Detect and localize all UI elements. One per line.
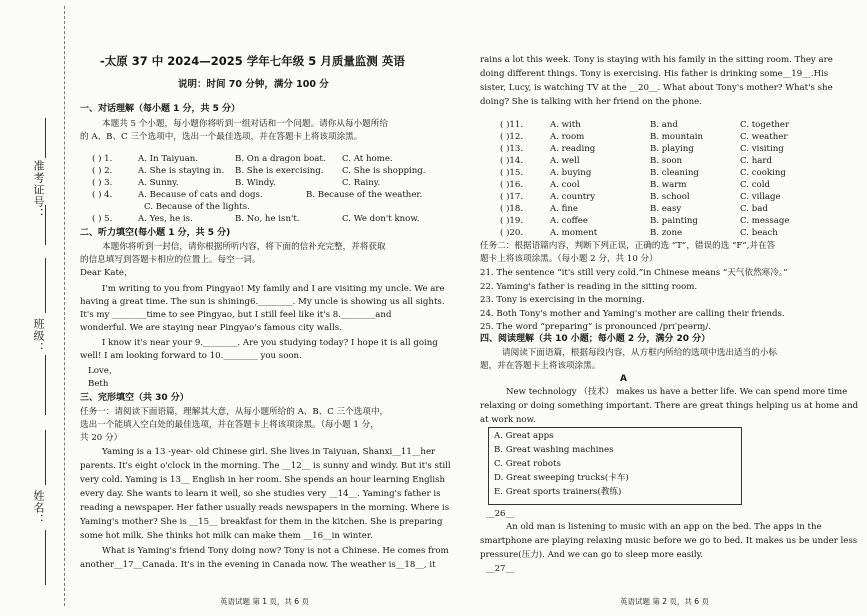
opt20-c: C. beach [740,228,778,238]
reading-line-2: relaxing or doing something important. There are great things helping us at home and [480,401,859,411]
q5-a: A. Yes, he is. [138,214,193,224]
opt18-c: C. bad [740,204,768,214]
blank-26: __26__ [486,509,515,519]
box-option-e: E. Great sports trainers(教练) [494,487,622,497]
tf-25: 25. The word “preparing” is pronounced /prɪˈpeərɪŋ/. [480,322,711,332]
opt13-c: C. visiting [740,144,784,154]
tf-21: 21. The sentence “it's still very cold.”in Chinese means “天气依然寒冷。” [480,268,788,278]
cloze-line-2: parents. It's eight o'clock in the morning. The __12__ is sunny and windy. But it's still [80,461,451,471]
section4-instruction-1: 请阅读下面语篇，根据每段内容，从方框内所给的选项中选出适当的小标 [502,348,778,358]
exam-subtitle: 说明：时间 70 分钟，满分 100 分 [178,79,329,90]
box-option-c: C. Great robots [494,459,561,469]
opt17-a: A. country [550,192,596,202]
q4-c: C. Because of the lights. [144,202,250,212]
q5-c: C. We don't know. [342,214,420,224]
name-line-2 [45,530,46,585]
opt15-c: C. cooking [740,168,786,178]
opt20-num: ( )20. [500,228,524,238]
section3-task-1: 任务一：请阅读下面语篇，理解其大意，从每小题所给的 A、B、C 三个选项中， [80,407,389,417]
section3-task-3: 共 20 分） [80,433,123,443]
cloze-line-3: very cold. Yaming is 13__ English in her room. She spends an hour learning English [80,475,446,485]
opt12-a: A. room [550,132,585,142]
cloze-cont-2: doing different things. Tony is exercising. His father is drinking some__19__.His [480,69,829,79]
opt15-a: A. buying [550,168,592,178]
q3-num: ( ) 3. [92,178,113,188]
q3-a: A. Sunny. [138,178,179,188]
blank-27: __27__ [486,564,515,574]
letter-line-2: having a great time. The sun is shining6.________. My uncle is showing us all sights. [80,297,445,307]
section2-heading: 二、听力填空(每小题 1 分，共 5 分) [80,228,231,238]
opt16-num: ( )16. [500,180,524,190]
footer-right: 英语试题 第 2 页，共 6 页 [620,597,709,606]
opt11-b: B. and [650,120,678,130]
para2-line-2: smartphone are playing relaxing music before we go to bed. It makes us be under less [480,536,858,546]
q1-b: B. On a dragon boat. [235,154,326,164]
cloze-line-6: Yaming's mother? She is __15__ breakfast for them in the kitchen. She is preparing [80,517,443,527]
cloze-line-1: Yaming is a 13 -year- old Chinese girl. She lives in Taiyuan, Shanxi__11__her [102,447,436,457]
tf-24: 24. Both Tony's mother and Yaming's mother are calling their friends. [480,309,785,319]
opt14-num: ( )14. [500,156,524,166]
opt13-num: ( )13. [500,144,524,154]
opt18-num: ( )18. [500,204,524,214]
tf-23: 23. Tony is exercising in the morning. [480,295,645,305]
opt11-c: C. together [740,120,790,130]
q5-num: ( ) 5. [92,214,113,224]
letter-line-5: I know it's near your 9.________. Are you studying today? I hope it is all going [102,338,438,348]
opt14-c: C. hard [740,156,772,166]
q3-c: C. Rainy. [342,178,381,188]
q4-num: ( ) 4. [92,190,113,200]
opt19-c: C. message [740,216,790,226]
opt19-b: B. painting [650,216,698,226]
letter-line-6: well! I am looking forward to 10.________ you soon. [80,351,302,361]
letter-signature: Beth [88,379,109,389]
exam-id-line [45,118,46,158]
cloze-line-9: another__17__Canada. It's in the evening in Canada now. The weather is__18__, it [80,560,436,570]
cloze-cont-1: rains a lot this week. Tony is staying with his family in the sitting room. They are [480,55,833,65]
section2-instruction-2: 的信息填写到答题卡相应的位置上。每空一词。 [80,255,261,265]
section3-task-2: 选出一个能填入空白处的最佳选项，并在答题卡上将该项涂黑。（每小题 1 分， [80,420,379,430]
opt14-b: B. soon [650,156,683,166]
opt20-a: A. moment [550,228,598,238]
class-label: 班级： [32,318,45,354]
para2-line-1: An old man is listening to music with an app on the bed. The apps in the [506,522,822,532]
opt12-b: B. mountain [650,132,704,142]
tf-22: 22. Yaming's father is reading in the sitting room. [480,282,698,292]
cut-line [64,6,65,606]
q1-num: ( ) 1. [92,154,113,164]
q1-c: C. At home. [342,154,393,164]
q2-a: A. She is staying in. [138,166,225,176]
name-line [45,430,46,485]
q4-a: A. Because of cats and dogs. [138,190,263,200]
passage-a-label: A [620,374,627,384]
footer-left: 英语试题 第 1 页，共 6 页 [220,597,309,606]
q1-a: A. In Taiyuan. [138,154,199,164]
section1-heading: 一、对话理解（每小题 1 分，共 5 分） [80,104,241,114]
opt15-b: B. cleaning [650,168,699,178]
opt13-a: A. reading [550,144,596,154]
task2-line-1: 任务二：根据语篇内容，判断下列正误，正确的选 “T”，错误的选 “F”,并在答 [480,241,776,251]
opt18-a: A. fine [550,204,579,214]
section1-instruction-2: 的 A、B、C 三个选项中，选出一个最佳选项，并在答题卡上将该项涂黑。 [80,132,363,142]
opt19-a: A. coffee [550,216,588,226]
task2-line-2: 题卡上将该项涂黑。（每小题 2 分，共 10 分） [480,254,658,264]
class-line-2 [45,355,46,415]
exam-id-label: 准考证号： [32,160,45,220]
cloze-line-4: every day. She wants to learn it well, so she studies very __14__. Yaming's father is [80,489,441,499]
letter-love: Love， [88,366,118,376]
section1-instruction-1: 本题共 5 个小题，每小题你将听到一组对话和一个问题。请你从每小题所给 [102,119,388,129]
heading-options-box [488,427,742,505]
opt11-num: ( )11. [500,120,524,130]
q2-b: B. She is exercising. [235,166,324,176]
opt18-b: B. easy [650,204,682,214]
q5-b: B. No, he isn't. [235,214,300,224]
exam-id-line-2 [45,205,46,245]
box-option-b: B. Great washing machines [494,445,614,455]
opt17-b: B. school [650,192,690,202]
q2-c: C. She is shopping. [342,166,426,176]
letter-greeting: Dear Kate， [80,268,133,278]
name-label: 姓名： [32,490,45,526]
opt12-c: C. weather [740,132,788,142]
q3-b: B. Windy. [235,178,276,188]
box-option-a: A. Great apps [494,431,554,441]
opt16-c: C. cold [740,180,770,190]
para2-line-3: pressure(压力). And we can go to sleep more easily. [480,550,704,560]
section3-heading: 三、完形填空（共 30 分） [80,393,189,403]
binding-margin [0,0,68,616]
cloze-line-8: What is Yaming's friend Tony doing now? Tony is not a Chinese. He comes from [102,546,449,556]
box-option-d: D. Great sweeping trucks(卡车) [494,473,629,483]
opt16-a: A. cool [550,180,580,190]
cloze-cont-4: doing? She is talking with her friend on the phone. [480,97,702,107]
opt14-a: A. well [550,156,580,166]
letter-line-1: I'm writing to you from Pingyao! My family and I are visiting my uncle. We are [102,284,445,294]
cloze-cont-3: sister, Lucy, is watching TV at the __20__. What about Tony's mother? What's she [480,83,833,93]
opt11-a: A. with [550,120,581,130]
q4-b: B. Because of the weather. [306,190,423,200]
section4-instruction-2: 题，并在答题卡上将该项涂黑。 [480,361,601,371]
reading-line-3: at work now. [480,415,536,425]
opt19-num: ( )19. [500,216,524,226]
section4-heading: 四、阅读理解（共 10 小题；每小题 2 分，满分 20 分） [480,334,711,344]
class-line [45,258,46,313]
cloze-line-7: some hot milk. She thinks hot milk can make them __16__in winter. [80,531,373,541]
q2-num: ( ) 2. [92,166,113,176]
section2-instruction-1: 本题你将听到一封信，请你根据所听内容，将下面的信补充完整，并将获取 [102,242,386,252]
reading-line-1: New technology （技术） makes us have a better life. We can spend more time [506,387,848,397]
letter-line-3: It's my ________time to see Pingyao, but I still feel like it's 8.________and [80,310,392,320]
letter-line-4: wonderful. We are staying near Pingyao's famous city walls. [80,323,342,333]
opt15-num: ( )15. [500,168,524,178]
opt17-num: ( )17. [500,192,524,202]
opt13-b: B. playing [650,144,694,154]
opt12-num: ( )12. [500,132,524,142]
opt17-c: C. village [740,192,781,202]
exam-title: -太原 37 中 2024—2025 学年七年级 5 月质量监测 英语 [100,54,405,68]
cloze-line-5: reading a newspaper. Her father usually reads newspapers in the morning. Where is [80,503,450,513]
opt20-b: B. zone [650,228,683,238]
opt16-b: B. warm [650,180,687,190]
